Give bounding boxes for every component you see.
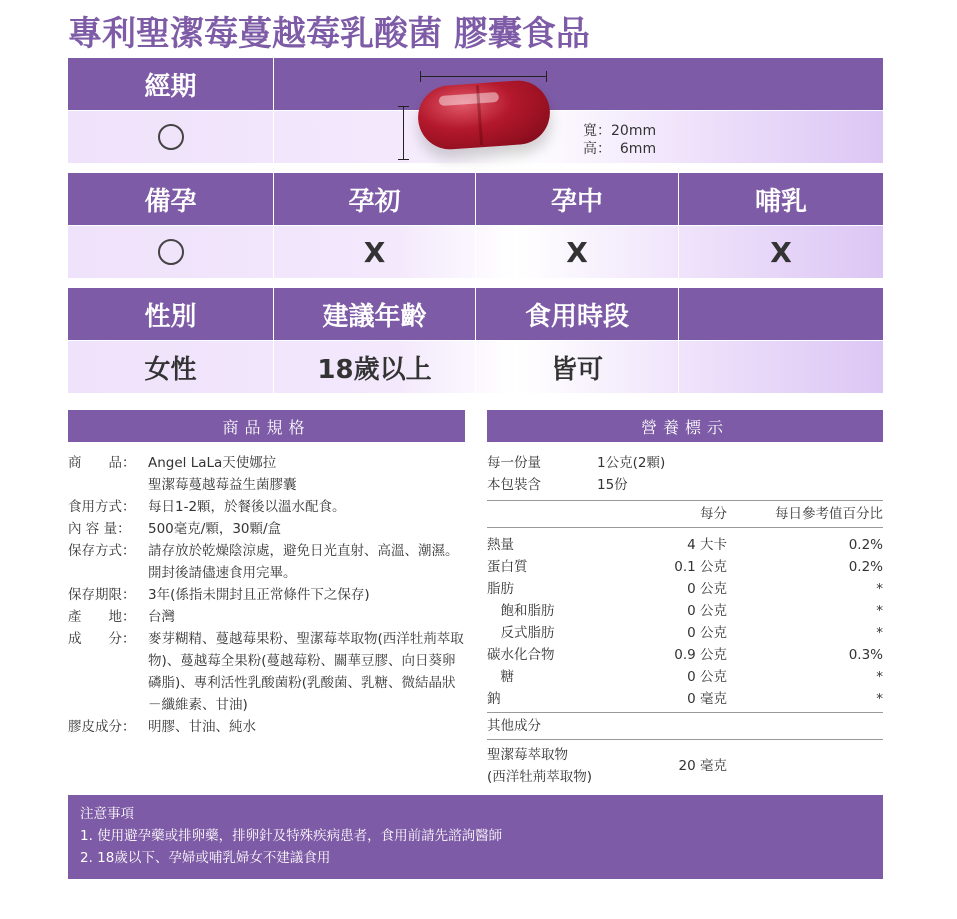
- menstrual-header: 經期: [68, 58, 274, 110]
- nutrient-name: 蛋白質: [487, 559, 528, 575]
- nutrient-amount: 0 公克: [687, 603, 727, 619]
- nutrition-table: [487, 452, 883, 788]
- nutrient-amount: 0 毫克: [687, 691, 727, 707]
- spec-value: 500毫克/顆，30顆/盒: [148, 521, 282, 537]
- nutrient-percent: 0.2%: [848, 559, 883, 575]
- timing-value: 皆可: [476, 341, 679, 393]
- spec-row: [68, 716, 468, 738]
- spec-row: [68, 452, 468, 474]
- width-dimension-line: [420, 76, 547, 77]
- spec-value: 請存放於乾燥陰涼處，避免日光直射、高溫、潮濕。開封後請儘速食用完畢。: [148, 543, 459, 581]
- spec-list: [68, 452, 468, 738]
- other-ingredient-name-1: 聖潔莓萃取物: [487, 747, 568, 763]
- other-ingredient-name: [487, 744, 657, 788]
- nutrient-name: 糖: [487, 669, 514, 685]
- height-dimension-line: [403, 106, 404, 160]
- empty-header: [679, 288, 883, 340]
- serving-value: 1公克(2顆): [597, 455, 666, 471]
- spec-key: 內 容 量：: [68, 521, 131, 537]
- spec-value: 3年(係指未開封且正常條件下之保存): [148, 587, 370, 603]
- spec-key: 膠皮成分：: [68, 719, 136, 735]
- nutrient-percent: *: [876, 581, 883, 597]
- spec-value: 台灣: [148, 609, 175, 625]
- nutrient-name: 脂肪: [487, 581, 514, 597]
- gender-header: 性別: [68, 288, 274, 340]
- spec-row: [68, 496, 468, 518]
- nutrient-row: [487, 556, 883, 578]
- age-value: 18歲以上: [274, 341, 476, 393]
- nutrient-amount: 0 公克: [687, 669, 727, 685]
- spec-value: 麥芽糊精、蔓越莓果粉、聖潔莓萃取物(西洋牡荊萃取物)、蔓越莓全果粉(蔓越莓粉、關華豆膠、向日葵卵磷脂)、專利活性乳酸菌粉(乳酸菌、乳糖、微結晶狀－纖維素、甘油): [148, 631, 464, 713]
- servings-value: 15份: [597, 477, 628, 493]
- nutrient-percent: *: [876, 691, 883, 707]
- capsule-image: [416, 78, 552, 151]
- other-ingredient-name-2: (西洋牡荊萃取物): [487, 769, 593, 785]
- spec-value: 聖潔莓蔓越莓益生菌膠囊: [148, 477, 297, 493]
- spec-row: [68, 540, 468, 584]
- spec-key: 商 品：: [68, 455, 136, 471]
- nutrient-amount: 0.9 公克: [674, 647, 727, 663]
- page-title: 專利聖潔莓蔓越莓乳酸菌 膠囊食品: [68, 14, 590, 54]
- info-header-row: [68, 288, 883, 340]
- nutrient-row: [487, 644, 883, 666]
- stage-header-mid: 孕中: [476, 173, 679, 225]
- nutrient-percent: 0.3%: [848, 647, 883, 663]
- spec-row: [68, 584, 468, 606]
- column-per-serving: 每分: [700, 506, 727, 522]
- notice-item: 1. 使用避孕藥或排卵藥，排卵針及特殊疾病患者，食用前請先諮詢醫師: [80, 828, 503, 844]
- spec-row: [68, 606, 468, 628]
- spec-key: 成 分：: [68, 631, 136, 647]
- nutrient-amount: 0.1 公克: [674, 559, 727, 575]
- nutrient-amount: 4 大卡: [687, 537, 727, 553]
- nutrient-percent: *: [876, 669, 883, 685]
- capsule-dimensions: [583, 122, 656, 158]
- notice-title: 注意事項: [80, 806, 134, 822]
- servings-row: [487, 474, 883, 496]
- spec-row: [68, 474, 468, 496]
- capsule-width: 寬：20mm: [583, 123, 657, 139]
- timing-header: 食用時段: [476, 288, 679, 340]
- stages-value-row: [68, 226, 883, 278]
- nutrient-percent: *: [876, 625, 883, 641]
- nutrient-name: 反式脂肪: [487, 625, 555, 641]
- column-daily-value: 每日參考值百分比: [775, 506, 883, 522]
- servings-label: 本包裝含: [487, 477, 541, 493]
- stages-header-row: [68, 173, 883, 225]
- spec-key: 食用方式：: [68, 499, 136, 515]
- capsule-height: 高： 6mm: [583, 141, 657, 157]
- empty-value: [679, 341, 883, 393]
- nutrient-row: [487, 622, 883, 644]
- spec-key: 保存方式：: [68, 543, 136, 559]
- nutrient-percent: 0.2%: [848, 537, 883, 553]
- info-value-row: [68, 341, 883, 393]
- serving-label: 每一份量: [487, 455, 541, 471]
- stage-value-preconception: [68, 226, 274, 278]
- spec-row: [68, 518, 468, 540]
- nutrient-name: 飽和脂肪: [487, 603, 555, 619]
- circle-mark-icon: [158, 239, 184, 265]
- serving-row: [487, 452, 883, 474]
- spec-key: 產 地：: [68, 609, 136, 625]
- nutrient-name: 鈉: [487, 691, 501, 707]
- nutrient-row: [487, 600, 883, 622]
- divider: [487, 739, 883, 740]
- circle-mark-icon: [158, 124, 184, 150]
- nutrient-percent: *: [876, 603, 883, 619]
- stage-value-mid: X: [476, 226, 679, 278]
- capsule-illustration: [275, 58, 883, 164]
- nutrient-row: [487, 578, 883, 600]
- age-header: 建議年齡: [274, 288, 476, 340]
- nutrient-row: [487, 534, 883, 556]
- nutrient-name: 碳水化合物: [487, 647, 555, 663]
- menstrual-value: [68, 111, 274, 163]
- spec-key: 保存期限：: [68, 587, 136, 603]
- nutrient-row: [487, 688, 883, 710]
- stage-value-nursing: X: [770, 235, 792, 269]
- stage-header-early: 孕初: [274, 173, 476, 225]
- notice-box: [68, 795, 883, 879]
- other-ingredient-row: [487, 744, 883, 788]
- spec-value: Angel LaLa天使娜拉: [148, 455, 277, 471]
- nutrient-amount: 0 公克: [687, 625, 727, 641]
- spec-key: [68, 474, 148, 496]
- spec-value: 明膠、甘油、純水: [148, 719, 256, 735]
- nutrition-header: 營養標示: [487, 410, 883, 442]
- stage-value-early: X: [274, 226, 476, 278]
- spec-row: [68, 628, 468, 716]
- nutrient-name: 熱量: [487, 537, 514, 553]
- stage-header-nursing: 哺乳: [754, 186, 807, 217]
- nutrient-amount: 0 公克: [687, 581, 727, 597]
- other-ingredient-amount: 20 毫克: [678, 758, 727, 774]
- gender-value: 女性: [68, 341, 274, 393]
- nutrition-column-headers: [487, 501, 883, 527]
- stage-header-preconception: 備孕: [68, 173, 274, 225]
- notice-item: 2. 18歲以下、孕婦或哺乳婦女不建議食用: [80, 850, 331, 866]
- nutrient-row: [487, 666, 883, 688]
- other-ingredients-label: 其他成分: [487, 718, 541, 734]
- spec-value: 每日1-2顆，於餐後以溫水配食。: [148, 499, 346, 515]
- spec-header: 商品規格: [68, 410, 465, 442]
